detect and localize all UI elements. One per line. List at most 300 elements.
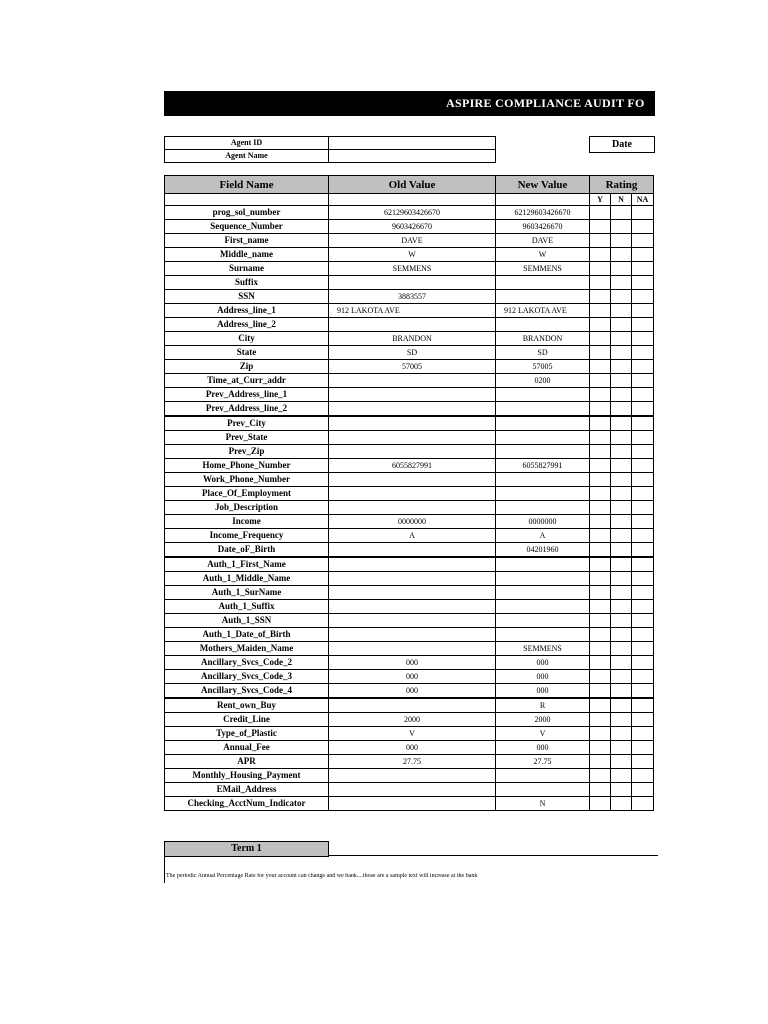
field-name-cell: Prev_Address_line_1 xyxy=(165,388,329,402)
rating-n-checkbox[interactable] xyxy=(611,374,632,388)
rating-na-checkbox[interactable] xyxy=(632,741,654,755)
rating-y-checkbox[interactable] xyxy=(590,206,611,220)
rating-y-label: Y xyxy=(590,194,611,206)
old-value-cell xyxy=(329,388,496,402)
rating-n-checkbox[interactable] xyxy=(611,572,632,586)
rating-y-checkbox[interactable] xyxy=(590,290,611,304)
rating-n-checkbox[interactable] xyxy=(611,318,632,332)
table-row xyxy=(165,727,654,741)
field-name-cell: Auth_1_SurName xyxy=(165,586,329,600)
field-name-cell: EMail_Address xyxy=(165,783,329,797)
old-value-cell: 9603426670 xyxy=(329,220,496,234)
rating-y-checkbox[interactable] xyxy=(590,304,611,318)
rating-n-checkbox[interactable] xyxy=(611,346,632,360)
new-value-cell: SEMMENS xyxy=(496,262,590,276)
rating-n-checkbox[interactable] xyxy=(611,741,632,755)
rating-n-checkbox[interactable] xyxy=(611,713,632,727)
table-row xyxy=(165,600,654,614)
form-title: ASPIRE COMPLIANCE AUDIT FO xyxy=(446,96,645,110)
rating-na-checkbox[interactable] xyxy=(632,501,654,515)
rating-n-checkbox[interactable] xyxy=(611,248,632,262)
new-value-cell: 000 xyxy=(496,656,590,670)
table-row xyxy=(165,628,654,642)
new-value-cell xyxy=(496,487,590,501)
rating-n-checkbox[interactable] xyxy=(611,684,632,699)
rating-y-checkbox[interactable] xyxy=(590,234,611,248)
old-value-cell xyxy=(329,783,496,797)
field-name-cell: Auth_1_SSN xyxy=(165,614,329,628)
new-value-cell: SEMMENS xyxy=(496,642,590,656)
rating-na-checkbox[interactable] xyxy=(632,614,654,628)
table-row xyxy=(165,388,654,402)
old-value-cell xyxy=(329,600,496,614)
rating-n-checkbox[interactable] xyxy=(611,783,632,797)
rating-y-checkbox[interactable] xyxy=(590,713,611,727)
rating-y-checkbox[interactable] xyxy=(590,586,611,600)
table-row xyxy=(165,670,654,684)
rating-y-checkbox[interactable] xyxy=(590,628,611,642)
table-row xyxy=(165,332,654,346)
rating-n-checkbox[interactable] xyxy=(611,234,632,248)
rating-y-checkbox[interactable] xyxy=(590,402,611,417)
subheader-blank xyxy=(329,194,496,206)
table-row xyxy=(165,473,654,487)
rating-na-checkbox[interactable] xyxy=(632,670,654,684)
new-value-cell xyxy=(496,586,590,600)
rating-na-checkbox[interactable] xyxy=(632,388,654,402)
old-value-cell: W xyxy=(329,248,496,262)
table-row xyxy=(165,501,654,515)
rating-y-checkbox[interactable] xyxy=(590,769,611,783)
rating-na-checkbox[interactable] xyxy=(632,543,654,558)
rating-n-checkbox[interactable] xyxy=(611,656,632,670)
old-value-cell: SEMMENS xyxy=(329,262,496,276)
term-1-text: The periodic Annual Percentage Rate for your account can change and we bank....those are a sample text will increase at the bank xyxy=(166,873,478,879)
new-value-cell: N xyxy=(496,797,590,811)
old-value-cell: 6055827991 xyxy=(329,459,496,473)
new-value-cell: 2000 xyxy=(496,713,590,727)
table-row xyxy=(165,276,654,290)
old-value-cell xyxy=(329,628,496,642)
new-value-cell xyxy=(496,473,590,487)
new-value-cell: R xyxy=(496,698,590,713)
rating-na-checkbox[interactable] xyxy=(632,262,654,276)
table-row xyxy=(165,487,654,501)
new-value-cell xyxy=(496,501,590,515)
rating-na-checkbox[interactable] xyxy=(632,557,654,572)
rating-y-checkbox[interactable] xyxy=(590,473,611,487)
table-row xyxy=(165,374,654,388)
rating-n-checkbox[interactable] xyxy=(611,586,632,600)
rating-y-checkbox[interactable] xyxy=(590,360,611,374)
rating-y-checkbox[interactable] xyxy=(590,529,611,543)
field-name-cell: Sequence_Number xyxy=(165,220,329,234)
new-value-cell: 27.75 xyxy=(496,755,590,769)
rating-na-checkbox[interactable] xyxy=(632,459,654,473)
field-name-cell: APR xyxy=(165,755,329,769)
old-value-cell xyxy=(329,769,496,783)
field-name-cell: Prev_Zip xyxy=(165,445,329,459)
old-value-cell: 2000 xyxy=(329,713,496,727)
new-value-cell: 912 LAKOTA AVE xyxy=(496,304,590,318)
table-row xyxy=(165,783,654,797)
rating-n-checkbox[interactable] xyxy=(611,543,632,558)
rating-na-checkbox[interactable] xyxy=(632,374,654,388)
rating-n-checkbox[interactable] xyxy=(611,445,632,459)
old-value-cell: V xyxy=(329,727,496,741)
new-value-cell xyxy=(496,628,590,642)
rating-n-checkbox[interactable] xyxy=(611,360,632,374)
rating-na-checkbox[interactable] xyxy=(632,797,654,811)
rating-y-checkbox[interactable] xyxy=(590,614,611,628)
rating-n-checkbox[interactable] xyxy=(611,262,632,276)
table-row xyxy=(165,445,654,459)
new-value-cell xyxy=(496,557,590,572)
rating-y-checkbox[interactable] xyxy=(590,332,611,346)
table-row xyxy=(165,304,654,318)
old-value-cell: 62129603426670 xyxy=(329,206,496,220)
field-name-cell: Ancillary_Svcs_Code_3 xyxy=(165,670,329,684)
table-row xyxy=(165,698,654,713)
table-row xyxy=(165,402,654,417)
field-audit-table xyxy=(164,175,654,811)
field-name-cell: Annual_Fee xyxy=(165,741,329,755)
rating-n-checkbox[interactable] xyxy=(611,304,632,318)
field-name-cell: Suffix xyxy=(165,276,329,290)
rating-na-checkbox[interactable] xyxy=(632,727,654,741)
table-row xyxy=(165,346,654,360)
rating-y-checkbox[interactable] xyxy=(590,755,611,769)
rating-y-checkbox[interactable] xyxy=(590,445,611,459)
rating-y-checkbox[interactable] xyxy=(590,318,611,332)
new-value-cell: 6055827991 xyxy=(496,459,590,473)
rating-na-checkbox[interactable] xyxy=(632,416,654,431)
rating-na-checkbox[interactable] xyxy=(632,515,654,529)
rating-na-checkbox[interactable] xyxy=(632,783,654,797)
field-name-cell: Auth_1_Middle_Name xyxy=(165,572,329,586)
rating-y-checkbox[interactable] xyxy=(590,416,611,431)
table-row xyxy=(165,543,654,558)
rating-y-checkbox[interactable] xyxy=(590,262,611,276)
field-name-cell: Rent_own_Buy xyxy=(165,698,329,713)
field-name-cell: Checking_AcctNum_Indicator xyxy=(165,797,329,811)
rating-n-checkbox[interactable] xyxy=(611,206,632,220)
field-name-cell: Prev_Address_line_2 xyxy=(165,402,329,417)
old-value-cell xyxy=(329,642,496,656)
new-value-cell: A xyxy=(496,529,590,543)
new-value-cell: 57005 xyxy=(496,360,590,374)
rating-na-checkbox[interactable] xyxy=(632,487,654,501)
new-value-cell xyxy=(496,572,590,586)
table-row xyxy=(165,797,654,811)
new-value-cell xyxy=(496,445,590,459)
new-value-cell xyxy=(496,783,590,797)
new-value-cell xyxy=(496,769,590,783)
old-value-cell: 000 xyxy=(329,656,496,670)
field-name-cell: Address_line_2 xyxy=(165,318,329,332)
field-name-cell: Place_Of_Employment xyxy=(165,487,329,501)
rating-na-label: NA xyxy=(632,194,654,206)
old-value-cell xyxy=(329,374,496,388)
table-row xyxy=(165,586,654,600)
rating-n-checkbox[interactable] xyxy=(611,727,632,741)
rating-na-checkbox[interactable] xyxy=(632,572,654,586)
rating-n-checkbox[interactable] xyxy=(611,220,632,234)
new-value-cell xyxy=(496,431,590,445)
old-value-cell: BRANDON xyxy=(329,332,496,346)
old-value-cell: 57005 xyxy=(329,360,496,374)
rating-n-checkbox[interactable] xyxy=(611,459,632,473)
table-row xyxy=(165,459,654,473)
rating-na-checkbox[interactable] xyxy=(632,769,654,783)
field-name-cell: Monthly_Housing_Payment xyxy=(165,769,329,783)
field-name-cell: Work_Phone_Number xyxy=(165,473,329,487)
rating-na-checkbox[interactable] xyxy=(632,586,654,600)
old-value-cell xyxy=(329,473,496,487)
new-value-cell xyxy=(496,416,590,431)
rating-y-checkbox[interactable] xyxy=(590,698,611,713)
field-name-cell: SSN xyxy=(165,290,329,304)
old-value-cell: 0000000 xyxy=(329,515,496,529)
field-name-cell: Ancillary_Svcs_Code_2 xyxy=(165,656,329,670)
rating-n-checkbox[interactable] xyxy=(611,600,632,614)
old-value-cell xyxy=(329,614,496,628)
rating-na-checkbox[interactable] xyxy=(632,332,654,346)
rating-n-checkbox[interactable] xyxy=(611,698,632,713)
table-row xyxy=(165,642,654,656)
old-value-cell xyxy=(329,557,496,572)
table-row xyxy=(165,656,654,670)
new-value-cell: 0000000 xyxy=(496,515,590,529)
rating-n-checkbox[interactable] xyxy=(611,515,632,529)
old-value-cell: A xyxy=(329,529,496,543)
rating-n-checkbox[interactable] xyxy=(611,332,632,346)
field-name-cell: Type_of_Plastic xyxy=(165,727,329,741)
new-value-cell xyxy=(496,290,590,304)
old-value-cell: 912 LAKOTA AVE xyxy=(329,304,496,318)
old-value-cell: 000 xyxy=(329,684,496,699)
table-body xyxy=(165,206,654,811)
title-bar xyxy=(164,91,655,116)
new-value-cell: DAVE xyxy=(496,234,590,248)
new-value-cell: 04201960 xyxy=(496,543,590,558)
table-row xyxy=(165,515,654,529)
rating-na-checkbox[interactable] xyxy=(632,431,654,445)
field-name-cell: State xyxy=(165,346,329,360)
old-value-cell xyxy=(329,586,496,600)
field-name-cell: Income_Frequency xyxy=(165,529,329,543)
rating-y-checkbox[interactable] xyxy=(590,374,611,388)
old-value-cell xyxy=(329,276,496,290)
header-rating: Rating xyxy=(590,176,654,194)
old-value-cell xyxy=(329,487,496,501)
rating-na-checkbox[interactable] xyxy=(632,628,654,642)
rating-na-checkbox[interactable] xyxy=(632,684,654,699)
field-name-cell: Credit_Line xyxy=(165,713,329,727)
table-row xyxy=(165,206,654,220)
rating-na-checkbox[interactable] xyxy=(632,402,654,417)
rating-n-checkbox[interactable] xyxy=(611,557,632,572)
old-value-cell xyxy=(329,698,496,713)
rating-y-checkbox[interactable] xyxy=(590,684,611,699)
subheader-blank xyxy=(496,194,590,206)
rating-na-checkbox[interactable] xyxy=(632,360,654,374)
rating-n-checkbox[interactable] xyxy=(611,290,632,304)
table-row xyxy=(165,755,654,769)
rating-na-checkbox[interactable] xyxy=(632,600,654,614)
old-value-cell: 000 xyxy=(329,741,496,755)
agent-id-field[interactable] xyxy=(329,137,496,150)
rating-y-checkbox[interactable] xyxy=(590,797,611,811)
rating-n-checkbox[interactable] xyxy=(611,416,632,431)
old-value-cell xyxy=(329,318,496,332)
table-row xyxy=(165,220,654,234)
rating-na-checkbox[interactable] xyxy=(632,206,654,220)
rating-y-checkbox[interactable] xyxy=(590,346,611,360)
rating-na-checkbox[interactable] xyxy=(632,642,654,656)
rating-na-checkbox[interactable] xyxy=(632,318,654,332)
rating-na-checkbox[interactable] xyxy=(632,220,654,234)
rating-na-checkbox[interactable] xyxy=(632,713,654,727)
table-row xyxy=(165,290,654,304)
table-row xyxy=(165,431,654,445)
rating-na-checkbox[interactable] xyxy=(632,248,654,262)
rating-y-checkbox[interactable] xyxy=(590,741,611,755)
table-row xyxy=(165,572,654,586)
field-name-cell: Auth_1_First_Name xyxy=(165,557,329,572)
field-name-cell: Income xyxy=(165,515,329,529)
rating-n-checkbox[interactable] xyxy=(611,473,632,487)
new-value-cell: 9603426670 xyxy=(496,220,590,234)
new-value-cell: 000 xyxy=(496,670,590,684)
field-name-cell: Mothers_Maiden_Name xyxy=(165,642,329,656)
table-row xyxy=(165,262,654,276)
rating-n-checkbox[interactable] xyxy=(611,642,632,656)
agent-id-label: Agent ID xyxy=(165,137,329,150)
new-value-cell xyxy=(496,614,590,628)
header-old-value: Old Value xyxy=(329,176,496,194)
rating-y-checkbox[interactable] xyxy=(590,656,611,670)
rating-y-checkbox[interactable] xyxy=(590,276,611,290)
new-value-cell xyxy=(496,388,590,402)
rating-na-checkbox[interactable] xyxy=(632,529,654,543)
rating-na-checkbox[interactable] xyxy=(632,234,654,248)
field-name-cell: Time_at_Curr_addr xyxy=(165,374,329,388)
new-value-cell: V xyxy=(496,727,590,741)
new-value-cell xyxy=(496,318,590,332)
field-name-cell: Home_Phone_Number xyxy=(165,459,329,473)
rating-na-checkbox[interactable] xyxy=(632,656,654,670)
rating-y-checkbox[interactable] xyxy=(590,727,611,741)
old-value-cell xyxy=(329,445,496,459)
rating-na-checkbox[interactable] xyxy=(632,755,654,769)
rating-n-checkbox[interactable] xyxy=(611,614,632,628)
rating-y-checkbox[interactable] xyxy=(590,501,611,515)
old-value-cell xyxy=(329,572,496,586)
date-label: Date xyxy=(589,136,655,153)
field-name-cell: Prev_City xyxy=(165,416,329,431)
rating-n-checkbox[interactable] xyxy=(611,755,632,769)
field-name-cell: prog_sol_number xyxy=(165,206,329,220)
table-row xyxy=(165,360,654,374)
old-value-cell: 27.75 xyxy=(329,755,496,769)
rating-n-checkbox[interactable] xyxy=(611,670,632,684)
rating-n-checkbox[interactable] xyxy=(611,769,632,783)
table-row xyxy=(165,557,654,572)
field-name-cell: Zip xyxy=(165,360,329,374)
rating-y-checkbox[interactable] xyxy=(590,670,611,684)
term-1-label: Term 1 xyxy=(164,841,329,857)
rating-na-checkbox[interactable] xyxy=(632,473,654,487)
old-value-cell: 000 xyxy=(329,670,496,684)
header-field-name: Field Name xyxy=(165,176,329,194)
field-name-cell: First_name xyxy=(165,234,329,248)
new-value-cell xyxy=(496,402,590,417)
rating-n-checkbox[interactable] xyxy=(611,388,632,402)
old-value-cell xyxy=(329,416,496,431)
rating-y-checkbox[interactable] xyxy=(590,543,611,558)
rating-n-checkbox[interactable] xyxy=(611,529,632,543)
old-value-cell xyxy=(329,402,496,417)
rating-y-checkbox[interactable] xyxy=(590,572,611,586)
rating-na-checkbox[interactable] xyxy=(632,698,654,713)
old-value-cell: DAVE xyxy=(329,234,496,248)
field-name-cell: Auth_1_Date_of_Birth xyxy=(165,628,329,642)
table-row xyxy=(165,318,654,332)
term-divider xyxy=(328,855,658,856)
rating-y-checkbox[interactable] xyxy=(590,248,611,262)
rating-y-checkbox[interactable] xyxy=(590,459,611,473)
new-value-cell: W xyxy=(496,248,590,262)
field-name-cell: City xyxy=(165,332,329,346)
new-value-cell: BRANDON xyxy=(496,332,590,346)
table-row xyxy=(165,529,654,543)
rating-y-checkbox[interactable] xyxy=(590,600,611,614)
new-value-cell: SD xyxy=(496,346,590,360)
rating-na-checkbox[interactable] xyxy=(632,445,654,459)
old-value-cell xyxy=(329,501,496,515)
table-row xyxy=(165,684,654,699)
rating-y-checkbox[interactable] xyxy=(590,431,611,445)
table-row xyxy=(165,614,654,628)
rating-n-checkbox[interactable] xyxy=(611,276,632,290)
subheader-blank xyxy=(165,194,329,206)
field-name-cell: Surname xyxy=(165,262,329,276)
rating-y-checkbox[interactable] xyxy=(590,220,611,234)
rating-n-checkbox[interactable] xyxy=(611,431,632,445)
agent-name-field[interactable] xyxy=(329,150,496,163)
rating-na-checkbox[interactable] xyxy=(632,304,654,318)
rating-y-checkbox[interactable] xyxy=(590,388,611,402)
rating-n-checkbox[interactable] xyxy=(611,501,632,515)
rating-n-checkbox[interactable] xyxy=(611,487,632,501)
rating-n-checkbox[interactable] xyxy=(611,797,632,811)
rating-n-checkbox[interactable] xyxy=(611,628,632,642)
rating-na-checkbox[interactable] xyxy=(632,290,654,304)
rating-na-checkbox[interactable] xyxy=(632,276,654,290)
field-name-cell: Auth_1_Suffix xyxy=(165,600,329,614)
rating-y-checkbox[interactable] xyxy=(590,487,611,501)
rating-na-checkbox[interactable] xyxy=(632,346,654,360)
field-name-cell: Prev_State xyxy=(165,431,329,445)
rating-y-checkbox[interactable] xyxy=(590,515,611,529)
rating-y-checkbox[interactable] xyxy=(590,642,611,656)
rating-n-checkbox[interactable] xyxy=(611,402,632,417)
rating-y-checkbox[interactable] xyxy=(590,557,611,572)
rating-y-checkbox[interactable] xyxy=(590,783,611,797)
old-value-cell: SD xyxy=(329,346,496,360)
table-row xyxy=(165,769,654,783)
